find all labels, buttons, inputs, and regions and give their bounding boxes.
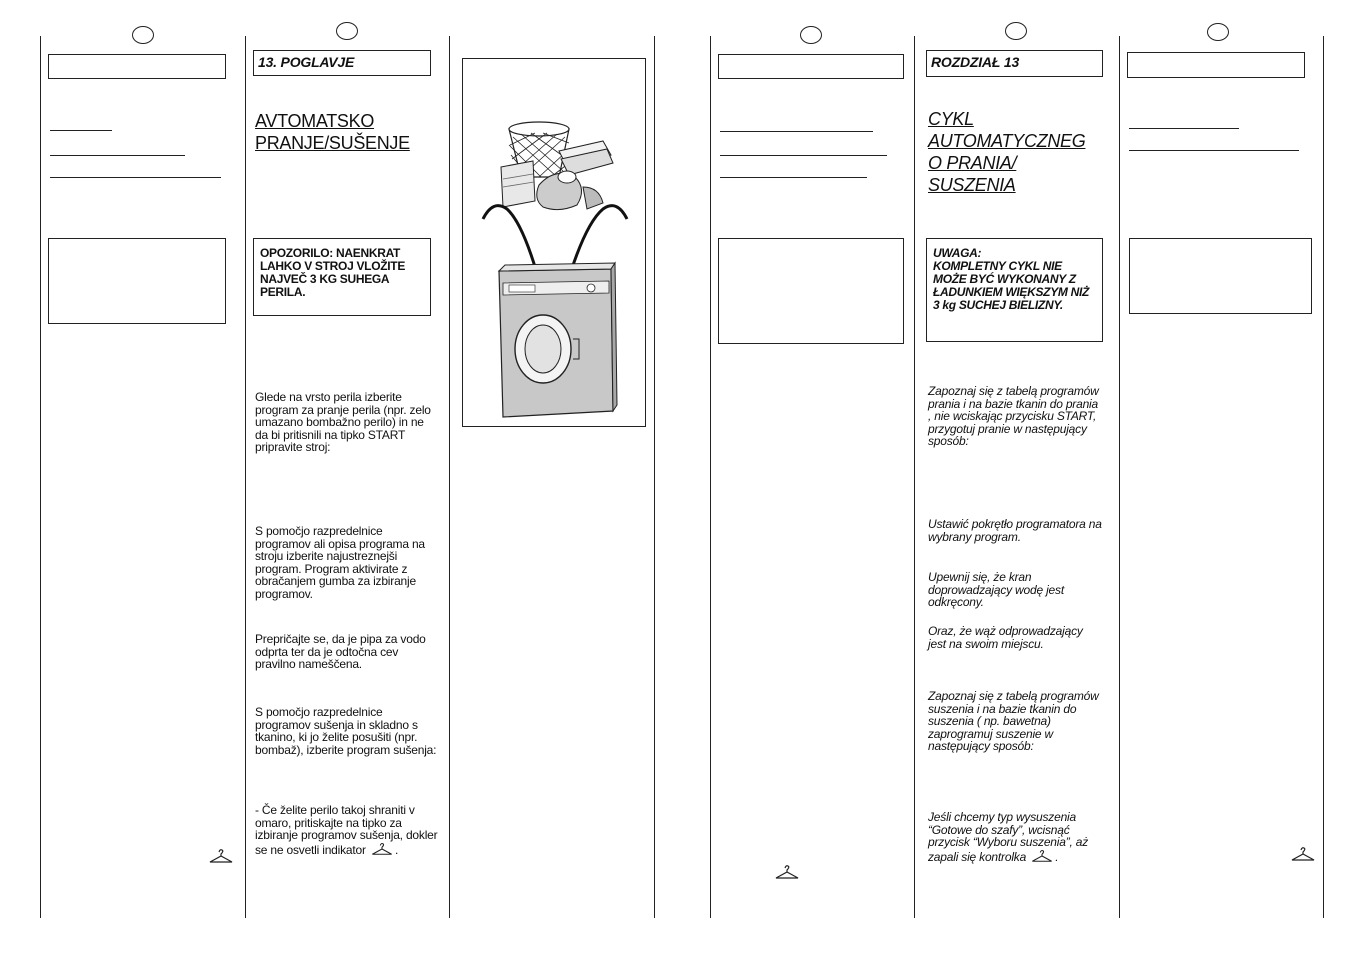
- chapter-header: [253, 50, 431, 76]
- empty-title-line: [720, 155, 887, 156]
- warning-box: [926, 238, 1103, 342]
- warning-text: OPOZORILO: NAENKRAT LAHKO V STROJ VLOŽITE NAJVEČ 3 KG SUHEGA PERILA.: [260, 246, 406, 299]
- instruction-paragraph: Zapoznaj się z tabelą programów prania i na bazie tkanin do prania , nie wciskając przycisku START, przygotuj pranie w następujący sposób:: [928, 384, 1099, 448]
- instruction-paragraph: [928, 811, 1106, 863]
- instruction-text-end: .: [394, 842, 399, 857]
- washing-machine-icon: [499, 263, 617, 417]
- hanger-icon: [208, 848, 234, 864]
- instruction-paragraph: Prepričajte se, da je pipa za vodo odprta ter da je odtočna cev pravilno nameščena.: [255, 632, 426, 671]
- empty-title-line: [50, 130, 112, 131]
- hanger-icon: [369, 842, 395, 856]
- column-divider: [40, 36, 41, 918]
- column-divider: [1323, 36, 1324, 918]
- empty-chapter-box: [1127, 52, 1305, 78]
- column-divider: [914, 36, 915, 918]
- hanger-icon: [1029, 849, 1055, 863]
- warning-text: KOMPLETNY CYKL NIE MOŻE BYĆ WYKONANY Z ŁADUNKIEM WIĘKSZYM NIŻ 3 kg SUCHEJ BIELIZNY.: [933, 259, 1090, 312]
- title-line: AUTOMATYCZNEG: [928, 131, 1086, 151]
- column-divider: [710, 36, 711, 918]
- column-divider: [449, 36, 450, 918]
- empty-warning-box: [1129, 238, 1312, 314]
- instruction-text: - Če želite perilo takoj shraniti v omaro, pritiskajte na tipko za izbiranje programov sušenja, dokler se ne osvetli indikator: [255, 803, 438, 857]
- column-divider: [1119, 36, 1120, 918]
- chapter-label: ROZDZIAŁ 13: [931, 54, 1020, 70]
- laundry-washing-machine-illustration: [463, 59, 645, 426]
- instruction-paragraph: S pomočjo razpredelnice programov sušenja in skladno s tkanino, ki jo želite posušiti (npr. bombaž), izberite program sušenja:: [255, 705, 437, 757]
- instruction-paragraph: Upewnij się, że kran doprowadzający wodę jest odkręcony.: [928, 570, 1064, 609]
- chapter-label: 13. POGLAVJE: [258, 54, 355, 70]
- title-line: CYKL: [928, 109, 974, 129]
- empty-title-line: [720, 177, 867, 178]
- language-circle-icon: [336, 22, 358, 40]
- language-circle-icon: [800, 26, 822, 44]
- empty-warning-box: [48, 238, 226, 324]
- title-line: SUSZENIA: [928, 175, 1016, 195]
- instruction-paragraph: Glede na vrsto perila izberite program za pranje perila (npr. zelo umazano bombažno perilo) in ne da bi pritisnili na tipko START pripravite stroj:: [255, 390, 431, 454]
- warning-box: [253, 238, 431, 316]
- column-divider: [654, 36, 655, 918]
- empty-title-line: [720, 131, 873, 132]
- empty-title-line: [50, 177, 221, 178]
- instruction-text: Jeśli chcemy typ wysuszenia “Gotowe do szafy”, wcisnąć przycisk “Wyboru suszenia”, aż zapali się kontrolka: [928, 810, 1089, 864]
- hanger-icon: [774, 864, 800, 880]
- instruction-paragraph: S pomočjo razpredelnice programov ali opisa programa na stroju izberite najustreznejši program. Program aktivirate z obračanjem gumba za izbiranje programov.: [255, 524, 425, 601]
- section-title: [255, 110, 410, 154]
- empty-chapter-box: [48, 54, 226, 79]
- hanger-icon: [1290, 846, 1316, 862]
- language-circle-icon: [1005, 22, 1027, 40]
- empty-title-line: [50, 155, 185, 156]
- title-line: O PRANIA/: [928, 153, 1017, 173]
- instruction-paragraph: [255, 804, 441, 856]
- instruction-paragraph: Oraz, że wąż odprowadzający jest na swoim miejscu.: [928, 624, 1083, 651]
- warning-heading: UWAGA:: [933, 246, 982, 260]
- empty-chapter-box: [718, 54, 904, 79]
- empty-title-line: [1129, 150, 1299, 151]
- title-line: PRANJE/SUŠENJE: [255, 133, 410, 153]
- section-title: [928, 108, 1085, 196]
- illustration-frame: [462, 58, 646, 427]
- title-line: AVTOMATSKO: [255, 111, 375, 131]
- language-circle-icon: [1207, 23, 1229, 41]
- instruction-text-end: .: [1055, 849, 1059, 864]
- empty-title-line: [1129, 128, 1239, 129]
- instruction-paragraph: Zapoznaj się z tabelą programów suszenia i na bazie tkanin do suszenia ( np. bawetna) zaprogramuj suszenie w następujący sposób:: [928, 689, 1099, 753]
- empty-warning-box: [718, 238, 904, 344]
- language-circle-icon: [132, 26, 154, 44]
- column-divider: [245, 36, 246, 918]
- instruction-paragraph: Ustawić pokrętło programatora na wybrany program.: [928, 517, 1102, 544]
- chapter-header: [926, 50, 1103, 77]
